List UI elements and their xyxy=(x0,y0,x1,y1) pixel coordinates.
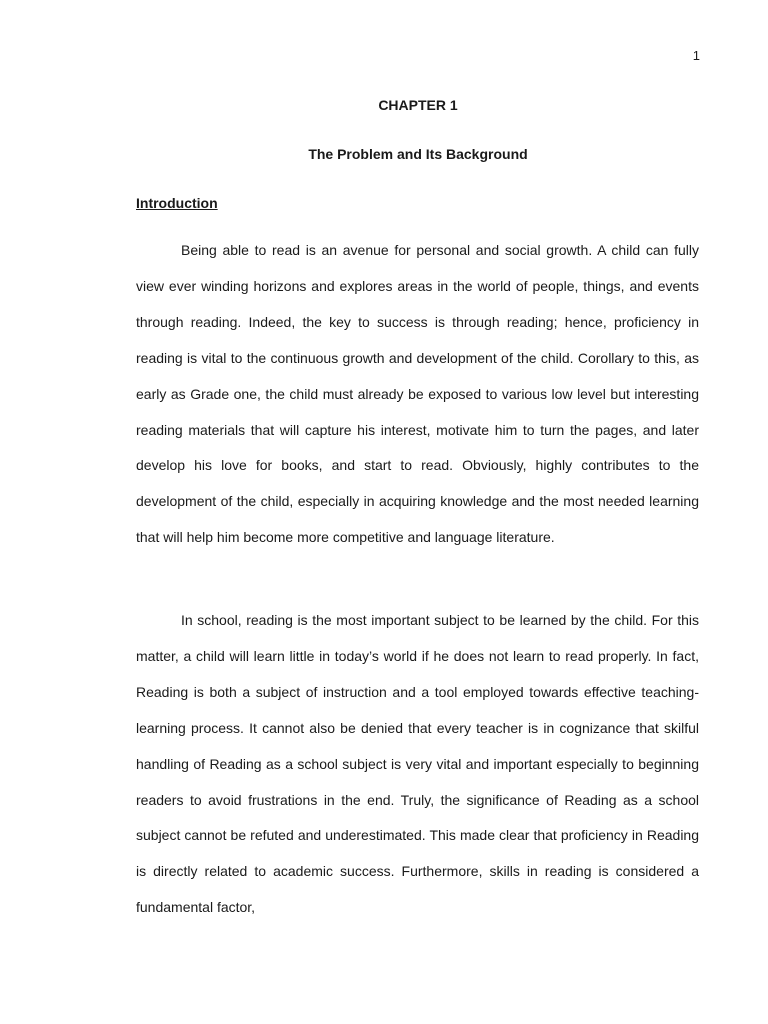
paragraph: In school, reading is the most important subject to be learned by the child. For this matter, a child will learn little in today’s world if he does not learn to read properly. In fact, Reading is both a subject of instruction and a tool employed towards effective teaching- learning process. It cannot also be denied that every teacher is in cognizance that skilful handling of Reading as a school subject is very vital and important especially to beginning readers to avoid frustrations in the end. Truly, the significance of Reading as a school subject cannot be refuted and underestimated. This made clear that proficiency in Reading is directly related to academic success. Furthermore, skills in reading is considered a fundamental factor, xyxy=(136,612,699,916)
page-number: 1 xyxy=(692,48,700,63)
paragraph: Being able to read is an avenue for personal and social growth. A child can fully view ever winding horizons and explores areas in the world of people, things, and events through reading. Indeed, the key to success is through reading; hence, proficiency in reading is vital to the continuous growth and development of the child. Corollary to this, as early as Grade one, the child must already be exposed to various low level but interesting reading materials that will capture his interest, motivate him to turn the pages, and later develop his love for books, and start to read. Obviously, highly contributes to the development of the child, especially in acquiring knowledge and the most needed learning that will help him become more competitive and language literature. xyxy=(136,242,699,546)
chapter-subtitle: The Problem and Its Background xyxy=(308,146,528,162)
chapter-title: CHAPTER 1 xyxy=(378,97,458,113)
section-heading: Introduction xyxy=(136,195,218,211)
